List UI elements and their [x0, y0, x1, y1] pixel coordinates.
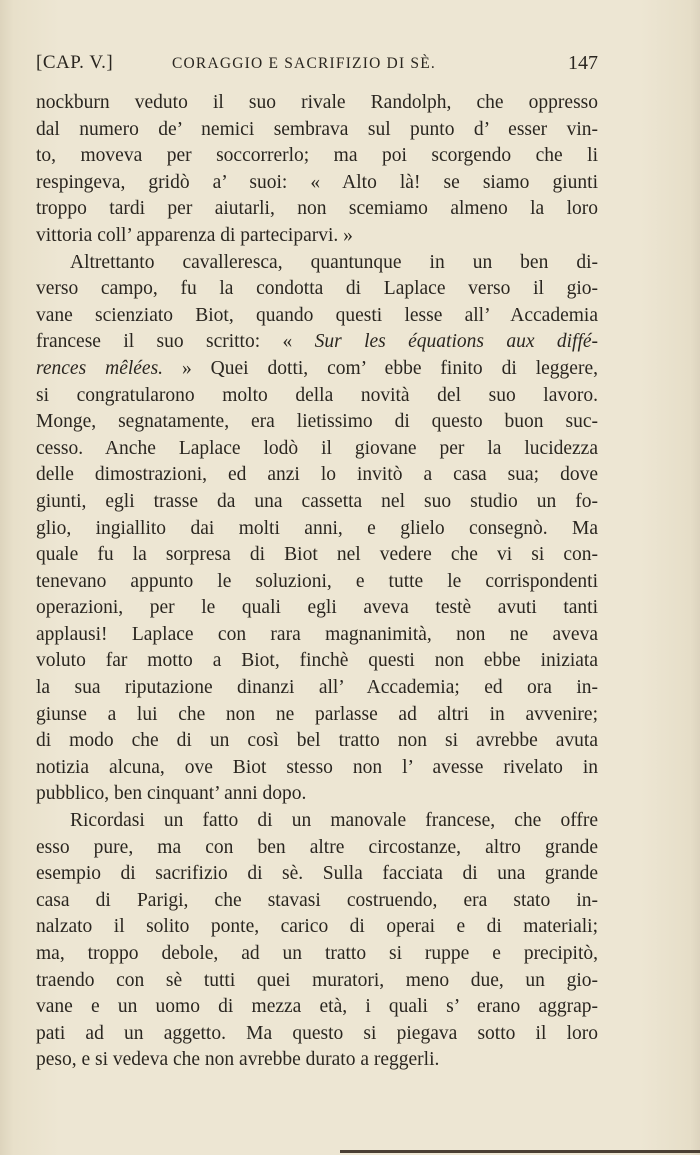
text-line — [36, 303, 598, 330]
line-text: troppo tardi per aiutarli, non scemiamo almeno la loro — [36, 198, 598, 220]
text-line — [36, 941, 598, 968]
text-line — [36, 888, 598, 915]
text-line — [36, 90, 598, 117]
line-text: quale fu la sorpresa di Biot nel vedere che vi si con- — [36, 544, 598, 566]
line-text: Monge, segnatamente, era lietissimo di questo buon suc- — [36, 411, 598, 433]
chapter-label: [CAP. V.] — [36, 52, 114, 73]
text-line — [36, 861, 598, 888]
text-line — [36, 516, 598, 543]
line-text: to, moveva per soccorrerlo; ma poi scorgendo che li — [36, 145, 598, 167]
paragraph — [36, 90, 598, 250]
text-line — [36, 196, 598, 223]
text-line — [36, 569, 598, 596]
paragraph — [36, 808, 598, 1074]
page-edge-rule — [340, 1150, 700, 1153]
line-text: notizia alcuna, ove Biot stesso non l’ avesse rivelato in — [36, 756, 598, 778]
text-line — [36, 648, 598, 675]
text-line — [36, 968, 598, 995]
body-text — [36, 90, 598, 1074]
text-line — [36, 914, 598, 941]
text-line — [36, 170, 598, 197]
line-text: pubblico, ben cinquant’ anni dopo. — [36, 783, 307, 805]
text-line — [36, 276, 598, 303]
line-text: vane e un uomo di mezza età, i quali s’ erano aggrap- — [36, 996, 598, 1018]
text-line — [36, 542, 598, 569]
text-line — [36, 675, 598, 702]
text-line — [36, 835, 598, 862]
line-text: ma, troppo debole, ad un tratto si ruppe e precipitò, — [36, 943, 598, 964]
line-text: esempio di sacrifizio di sè. Sulla facciata di una grande — [36, 863, 598, 885]
line-text: cesso. Anche Laplace lodò il giovane per la lucidezza — [36, 437, 598, 459]
running-header — [36, 52, 598, 80]
text-line — [36, 1021, 598, 1048]
line-text: » Quei dotti, com’ ebbe finito di leggere, — [163, 357, 598, 379]
line-text: Ricordasi un fatto di un manovale francese, che offre — [70, 810, 598, 832]
line-text: delle dimostrazioni, ed anzi lo invitò a casa sua; dove — [36, 464, 598, 486]
text-line — [36, 994, 598, 1021]
italic-title-text: Sur les équations aux diffé- — [314, 331, 599, 353]
line-text: nockburn veduto il suo rivale Randolph, che oppresso — [36, 92, 598, 113]
running-title: CORAGGIO E SACRIFIZIO DI SÈ. — [172, 55, 436, 72]
line-text: giunti, egli trasse da una cassetta nel suo studio un fo- — [36, 490, 598, 512]
text-line — [36, 409, 598, 436]
line-text: operazioni, per le quali egli aveva testè avuti tanti — [36, 597, 598, 619]
line-text: traendo con sè tutti quei muratori, meno due, un gio- — [36, 969, 598, 991]
line-text: voluto far motto a Biot, finchè questi non ebbe iniziata — [36, 650, 598, 672]
line-text: applausi! Laplace con rara magnanimità, non ne aveva — [36, 623, 598, 645]
line-text: esso pure, ma con ben altre circostanze, altro grande — [36, 836, 598, 858]
line-text: si congratularono molto della novità del suo lavoro. — [36, 384, 598, 406]
text-line — [36, 117, 598, 144]
text-line — [36, 462, 598, 489]
text-line — [36, 143, 598, 170]
line-text: francese il suo scritto: « — [36, 331, 315, 353]
text-line — [36, 781, 598, 808]
line-text: tenevano appunto le soluzioni, e tutte le corrispondenti — [36, 570, 598, 592]
text-line — [36, 755, 598, 782]
line-text: giunse a lui che non ne parlasse ad altri in avvenire; — [36, 703, 598, 725]
text-line — [36, 808, 598, 835]
line-text: vittoria coll’ apparenza di parteciparvi. » — [36, 224, 353, 246]
line-text: Altrettanto cavalleresca, quantunque in un ben di- — [70, 251, 598, 273]
page-number: 147 — [568, 52, 598, 74]
line-text: pati ad un aggetto. Ma questo si piegava sotto il loro — [36, 1022, 598, 1044]
line-text: peso, e si vedeva che non avrebbe durato a reggerli. — [36, 1049, 440, 1071]
paragraph — [36, 250, 598, 808]
line-text: respingeva, gridò a’ suoi: « Alto là! se siamo giunti — [36, 171, 598, 193]
text-line — [36, 489, 598, 516]
line-text: la sua riputazione dinanzi all’ Accademia; ed ora in- — [36, 677, 598, 699]
line-text: casa di Parigi, che stavasi costruendo, era stato in- — [36, 889, 598, 911]
text-line — [36, 356, 598, 383]
text-line — [36, 436, 598, 463]
text-line — [36, 728, 598, 755]
line-text: glio, ingiallito dai molti anni, e glielo consegnò. Ma — [36, 517, 598, 539]
text-line — [36, 595, 598, 622]
text-line — [36, 702, 598, 729]
text-line — [36, 250, 598, 277]
line-text: nalzato il solito ponte, carico di operai e di materiali; — [36, 916, 598, 938]
text-line — [36, 622, 598, 649]
line-text: verso campo, fu la condotta di Laplace verso il gio- — [36, 278, 598, 300]
text-line — [36, 383, 598, 410]
text-line — [36, 223, 598, 250]
line-text: dal numero de’ nemici sembrava sul punto d’ esser vin- — [36, 118, 598, 140]
line-text: di modo che di un così bel tratto non si avrebbe avuta — [36, 730, 598, 752]
italic-title-text: rences mêlées. — [36, 357, 164, 379]
line-text: vane scienziato Biot, quando questi lesse all’ Accademia — [36, 304, 598, 326]
text-line — [36, 329, 598, 356]
text-line — [36, 1047, 598, 1074]
